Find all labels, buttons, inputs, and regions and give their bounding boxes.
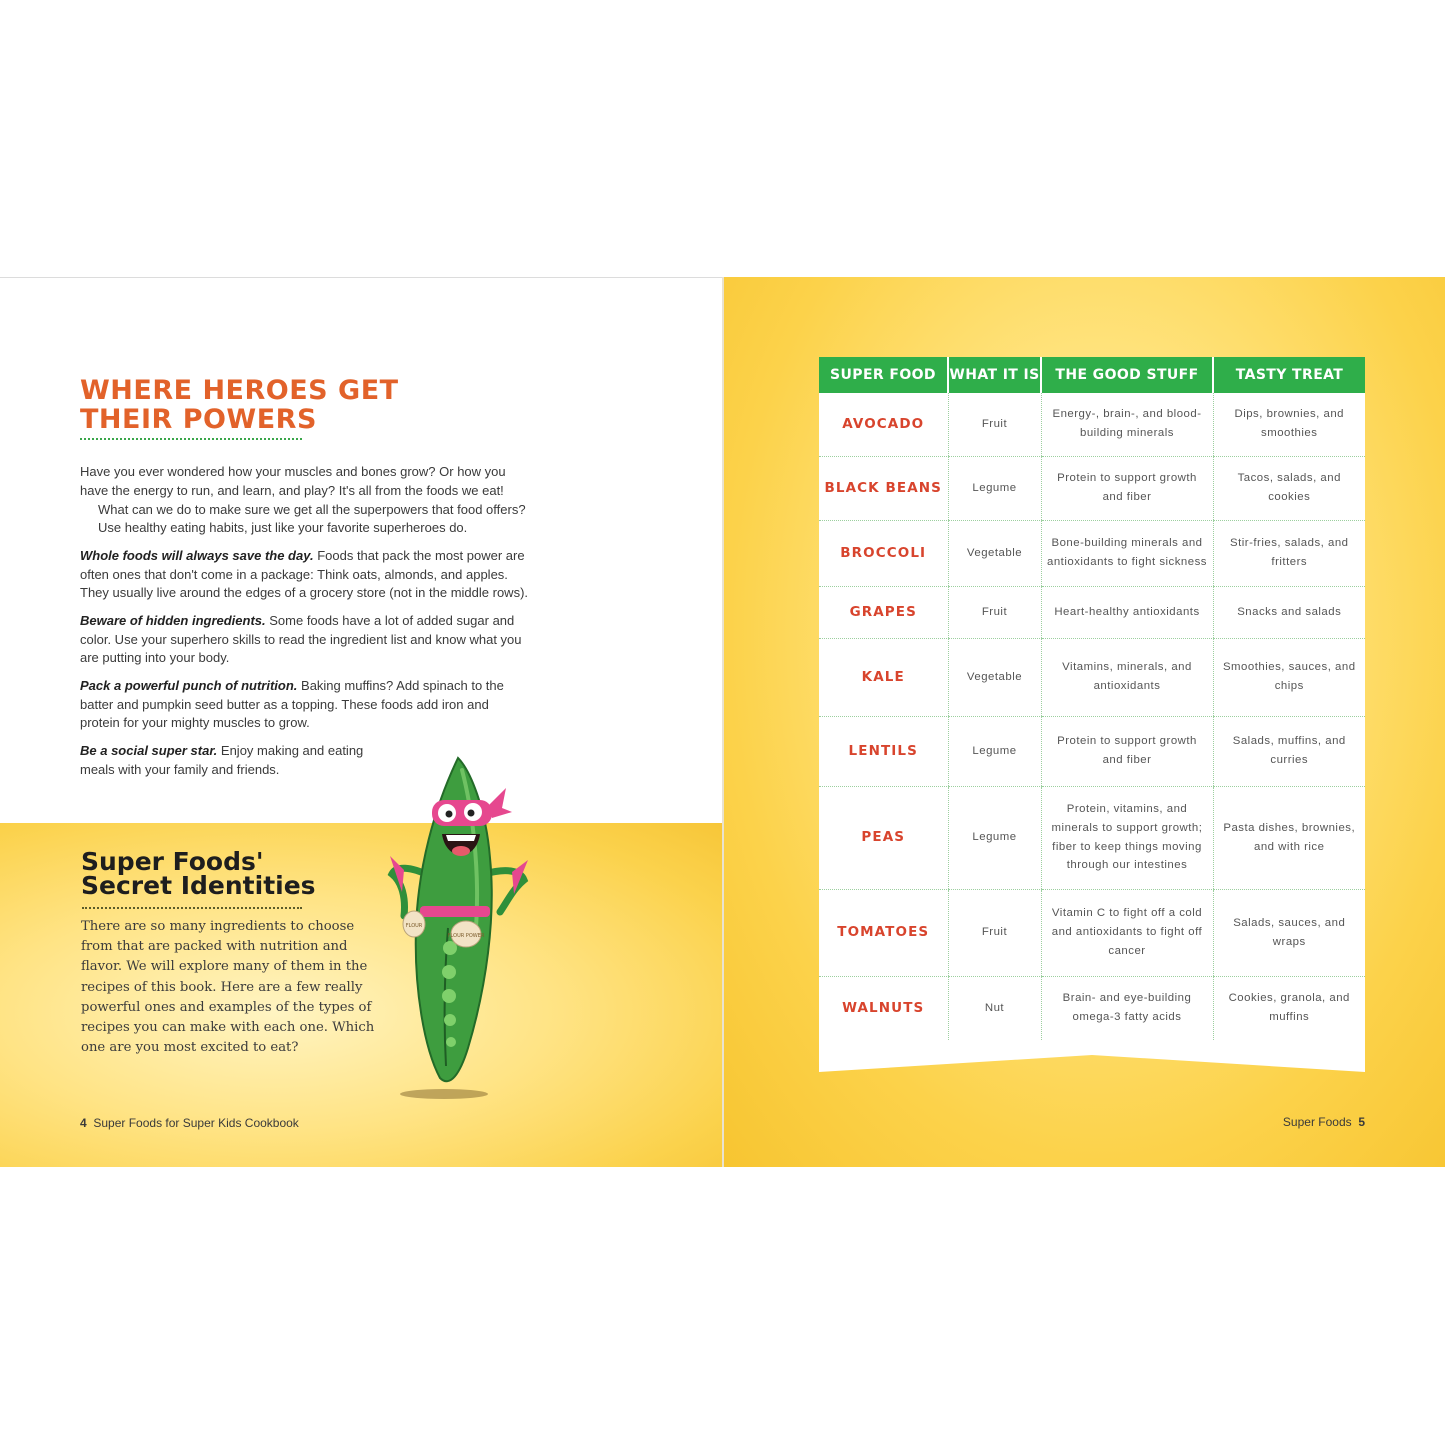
header-super-food: SUPER FOOD xyxy=(819,357,948,393)
chapter-title: Super Foods xyxy=(1282,1115,1352,1129)
food-type: Vegetable xyxy=(948,520,1041,586)
header-tasty-treat: TASTY TREAT xyxy=(1213,357,1365,393)
food-benefit: Protein to support growth and fiber xyxy=(1041,716,1213,786)
pea-pod-superhero-illustration xyxy=(384,748,534,1108)
super-foods-table-card xyxy=(819,357,1365,1072)
mascot-tongue xyxy=(452,846,470,856)
mascot-pea xyxy=(444,1014,456,1026)
mascot-pupil-right xyxy=(468,810,475,817)
food-name: BROCCOLI xyxy=(819,520,948,586)
food-type: Fruit xyxy=(948,586,1041,638)
food-type: Legume xyxy=(948,786,1041,889)
heading-dotted-rule xyxy=(80,438,302,440)
header-good-stuff: THE GOOD STUFF xyxy=(1041,357,1213,393)
food-type: Legume xyxy=(948,456,1041,520)
food-type: Fruit xyxy=(948,393,1041,456)
food-name: WALNUTS xyxy=(842,999,925,1016)
mascot-belt xyxy=(420,906,490,917)
page-number: 4 xyxy=(80,1116,87,1130)
food-name: BLACK BEANS xyxy=(819,456,948,520)
section-heading-line-1: Super Foods' xyxy=(81,847,264,876)
tip-text: Enjoy making and eating meals with your family and friends. xyxy=(80,742,364,777)
book-title: Super Foods for Super Kids Cookbook xyxy=(93,1116,299,1130)
section-paragraph: There are so many ingredients to choose from that are packed with nutrition and flavor. We will explore many of them in the recipes of this book. Here are a few really powerful ones and examples of the types of recipes you can make with each one. Which one are you most excited to eat? xyxy=(81,919,375,1056)
table-row-black-beans xyxy=(819,456,1365,520)
section-dotted-rule xyxy=(82,907,302,909)
table-row-grapes xyxy=(819,586,1365,638)
food-name: KALE xyxy=(819,638,948,716)
super-foods-table xyxy=(819,357,1365,1040)
page-heading-line-2: THEIR POWERS xyxy=(80,404,317,435)
food-treat: Salads, sauces, and wraps xyxy=(1213,889,1365,976)
tip-hidden-ingredients xyxy=(80,612,530,668)
mascot-flour-label-right: FLOUR POWER xyxy=(447,933,485,939)
mascot-pea xyxy=(446,1037,456,1047)
mascot-pupil-left xyxy=(446,811,453,818)
food-benefit: Energy-, brain-, and blood-building minerals xyxy=(1041,393,1213,456)
mascot-pea xyxy=(442,989,456,1003)
food-treat: Cookies, granola, and muffins xyxy=(1213,976,1365,1040)
section-heading-line-2: Secret Identities xyxy=(81,871,316,900)
tip-lead: Be a social super star. xyxy=(80,742,218,758)
table-row-lentils xyxy=(819,716,1365,786)
tip-text: Baking muffins? Add spinach to the batter and pumpkin seed butter as a topping. These foods add iron and protein for your mighty muscles to grow. xyxy=(80,677,504,731)
page-number: 5 xyxy=(1358,1115,1365,1129)
mascot-mask-tie xyxy=(488,788,512,818)
tip-text: Some foods have a lot of added sugar and color. Use your superhero skills to read the ingredient list and know what you are putting into your body. xyxy=(80,612,522,666)
food-benefit: Protein to support growth and fiber xyxy=(1041,456,1213,520)
tip-nutrition-punch xyxy=(80,677,530,733)
tip-lead: Pack a powerful punch of nutrition. xyxy=(80,677,298,693)
intro-paragraph-1: Have you ever wondered how your muscles and bones grow? Or how you have the energy to run, and learn, and play? It's all from the foods we eat! xyxy=(80,464,506,498)
food-type: Fruit xyxy=(948,889,1041,976)
food-treat: Snacks and salads xyxy=(1213,586,1365,638)
left-page xyxy=(0,277,722,1167)
mascot-flour-label-left: FLOUR xyxy=(405,923,423,929)
food-name: AVOCADO xyxy=(819,393,948,456)
tip-lead: Whole foods will always save the day. xyxy=(80,547,314,563)
table-row-broccoli xyxy=(819,520,1365,586)
food-treat: Pasta dishes, brownies, and with rice xyxy=(1213,786,1365,889)
section-heading xyxy=(81,847,316,900)
table-row-kale xyxy=(819,638,1365,716)
table-row-avocado xyxy=(819,393,1365,456)
food-type: Nut xyxy=(948,976,1041,1040)
table-row-peas xyxy=(819,786,1365,889)
food-treat: Salads, muffins, and curries xyxy=(1213,716,1365,786)
food-benefit: Protein, vitamins, and minerals to support growth; fiber to keep things moving through our intestines xyxy=(1041,786,1213,889)
table-row-walnuts xyxy=(819,976,1365,1040)
food-treat: Stir-fries, salads, and fritters xyxy=(1213,520,1365,586)
tip-lead: Beware of hidden ingredients. xyxy=(80,612,266,628)
right-folio xyxy=(1283,1115,1365,1129)
tip-whole-foods xyxy=(80,547,530,603)
right-page xyxy=(724,277,1445,1167)
food-name: TOMATOES xyxy=(819,889,948,976)
page-heading-line-1: WHERE HEROES GET xyxy=(80,375,399,406)
header-what-it-is: WHAT IT IS xyxy=(948,357,1041,393)
mascot-teeth xyxy=(446,835,476,841)
tip-text: Foods that pack the most power are often ones that don't come in a package: Think oats, almonds, and apples. They usually live around the edges of a grocery store (not in the middle rows). xyxy=(80,547,529,601)
food-benefit: Brain- and eye-building omega-3 fatty acids xyxy=(1041,976,1213,1040)
food-benefit: Bone-building minerals and antioxidants to fight sickness xyxy=(1041,520,1213,586)
intro-paragraph-2: What can we do to make sure we get all the superpowers that food offers? Use healthy eating habits, just like your favorite superheroes do. xyxy=(98,501,526,536)
page-heading xyxy=(80,376,399,434)
table-header-row xyxy=(819,357,1365,393)
food-treat: Smoothies, sauces, and chips xyxy=(1213,638,1365,716)
tip-social-star xyxy=(80,742,380,780)
food-treat: Dips, brownies, and smoothies xyxy=(1213,393,1365,456)
food-name: GRAPES xyxy=(819,586,948,638)
food-name: LENTILS xyxy=(819,716,948,786)
food-type: Vegetable xyxy=(948,638,1041,716)
book-spread xyxy=(0,277,1445,1167)
food-benefit: Vitamin C to fight off a cold and antioxidants to fight off cancer xyxy=(1041,889,1213,976)
food-type: Legume xyxy=(948,716,1041,786)
table-row-tomatoes xyxy=(819,889,1365,976)
food-benefit: Heart-healthy antioxidants xyxy=(1041,586,1213,638)
intro-body xyxy=(80,463,530,788)
food-name: PEAS xyxy=(819,786,948,889)
left-folio xyxy=(80,1116,299,1130)
food-benefit: Vitamins, minerals, and antioxidants xyxy=(1041,638,1213,716)
mascot-shadow xyxy=(400,1089,488,1099)
mascot-pea xyxy=(442,965,456,979)
food-treat: Tacos, salads, and cookies xyxy=(1213,456,1365,520)
